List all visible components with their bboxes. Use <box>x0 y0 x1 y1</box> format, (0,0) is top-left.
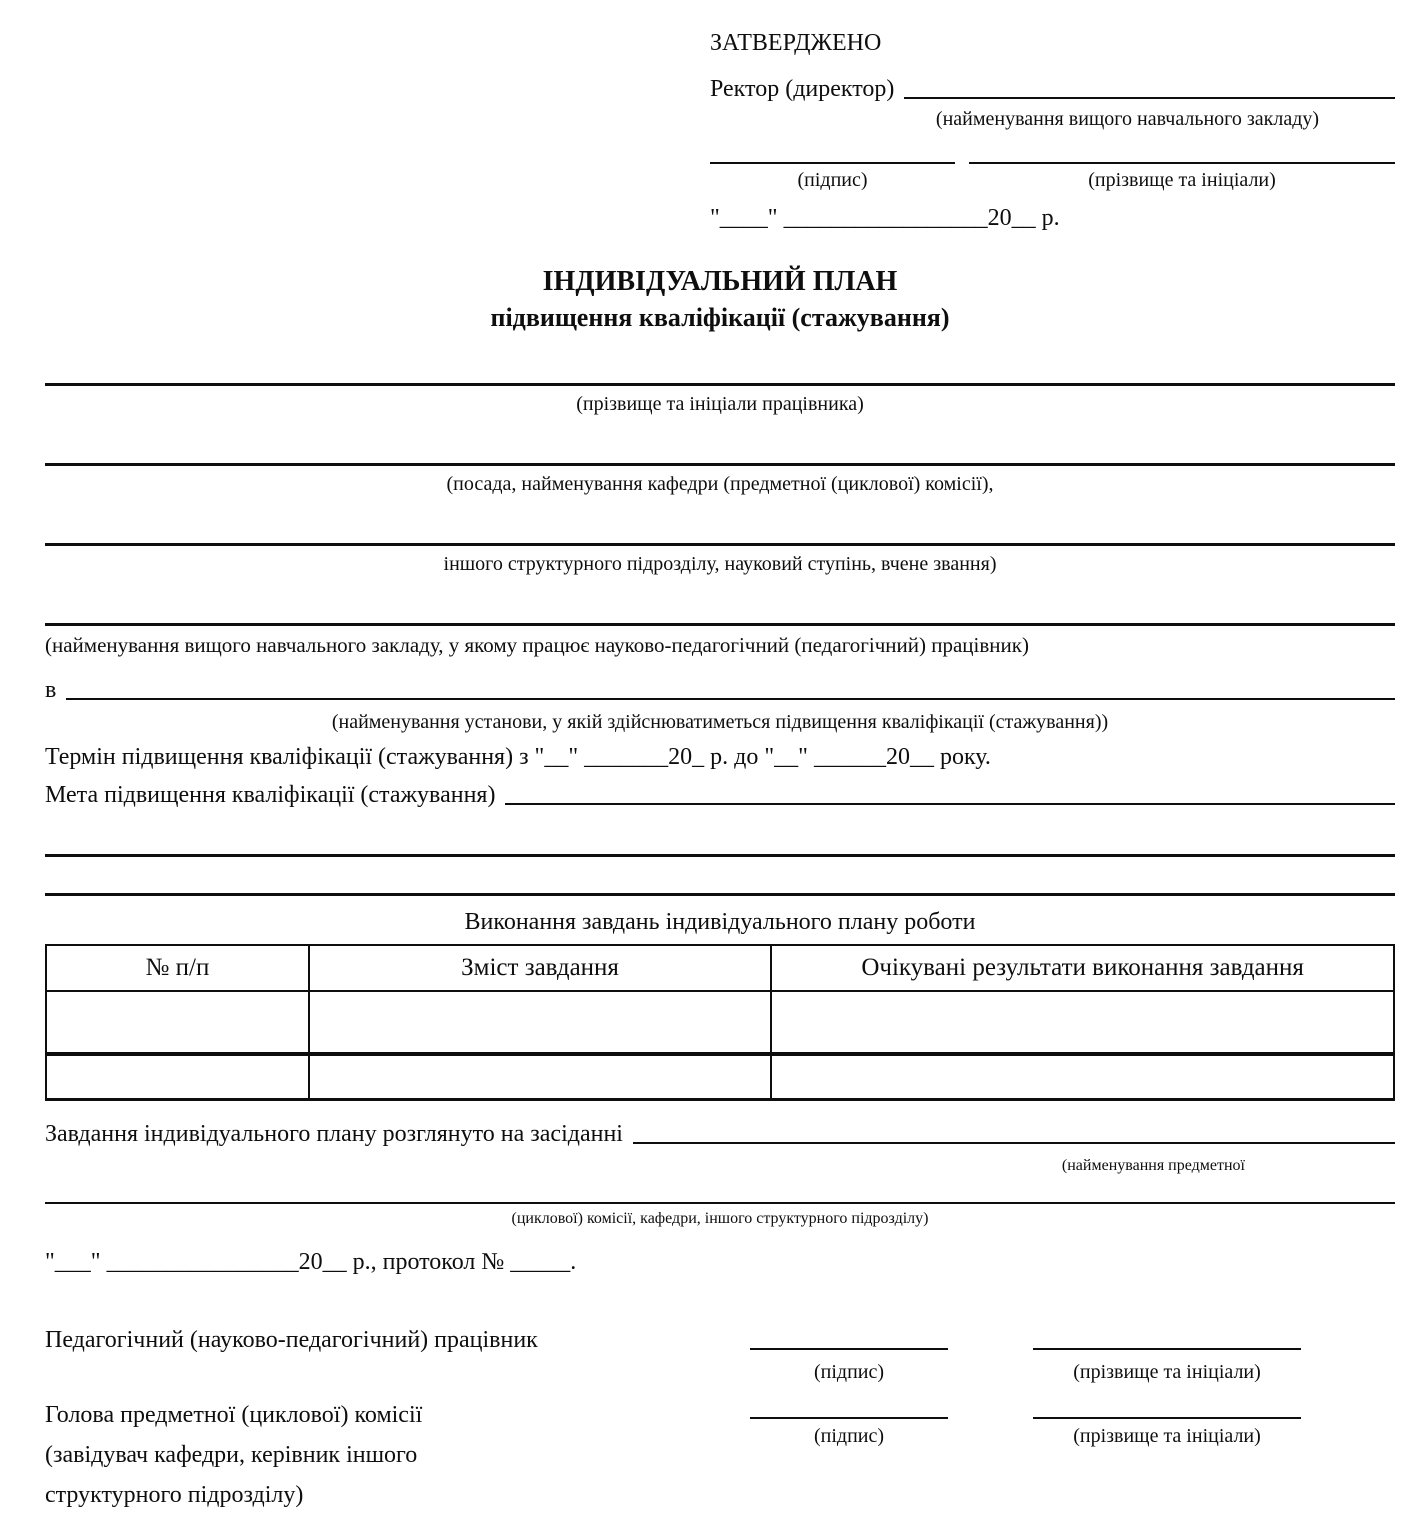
rector-line <box>710 72 1395 106</box>
table-cell <box>46 1054 309 1100</box>
position-caption: (посада, найменування кафедри (предметної (циклової) комісії), <box>446 473 994 495</box>
term-line: Термін підвищення кваліфікації (стажування) з "__" _______20_ р. до "__" ______20__ року. <box>45 744 991 770</box>
table-row <box>46 1054 1394 1100</box>
host-caption: (найменування установи, у якій здійснюватиметься підвищення кваліфікації (стажування)) <box>331 711 1109 733</box>
approval-block <box>710 26 1395 235</box>
approval-institution-caption: (найменування вищого навчального закладу) <box>935 108 1320 130</box>
worker-signature-blank-line <box>750 1348 948 1350</box>
review-blank-line <box>633 1142 1395 1144</box>
name-caption: (прізвище та ініціали) <box>1073 1425 1261 1447</box>
employee-caption: (прізвище та ініціали працівника) <box>576 393 864 415</box>
in-label: в <box>45 677 57 703</box>
head-signature-blank-line <box>750 1417 948 1419</box>
line-gap <box>948 1359 1033 1385</box>
review-caption-2: (циклової) комісії, кафедри, іншого структурного підрозділу) <box>511 1210 929 1227</box>
host-blank-line <box>66 698 1395 700</box>
goal-extra-blank-line-2 <box>45 893 1395 896</box>
document-title <box>45 263 1395 335</box>
tasks-table <box>45 944 1395 1101</box>
spacer <box>45 1359 750 1385</box>
goal-blank-line <box>505 803 1395 805</box>
approved-label: ЗАТВЕРДЖЕНО <box>710 30 882 56</box>
signature-blank-line <box>710 162 955 164</box>
position-blank-line <box>45 463 1395 466</box>
table-header-results: Очікувані результати виконання завдання <box>771 945 1394 991</box>
head-label-line-2: (завідувач кафедри, керівник іншого <box>45 1442 418 1468</box>
worker-signature-row <box>45 1323 1395 1357</box>
department-caption: іншого структурного підрозділу, науковий ступінь, вчене звання) <box>443 553 997 575</box>
head-label-line-3: структурного підрозділу) <box>45 1482 304 1508</box>
goal-extra-blank-line-1 <box>45 854 1395 857</box>
name-caption: (прізвище та ініціали) <box>1073 1361 1261 1383</box>
table-cell <box>771 991 1394 1054</box>
table-cell <box>46 991 309 1054</box>
review-line <box>45 1117 1395 1151</box>
rector-blank-line <box>904 97 1395 99</box>
line-gap <box>955 162 969 164</box>
goal-line <box>45 778 1395 812</box>
goal-label: Мета підвищення кваліфікації (стажування) <box>45 782 496 808</box>
worker-label: Педагогічний (науково-педагогічний) працівник <box>45 1327 538 1353</box>
table-row <box>46 991 1394 1054</box>
approval-date-line: "____" _________________20__ р. <box>710 205 1060 231</box>
review-caption-1: (найменування предметної <box>1061 1157 1245 1174</box>
head-name-column <box>1033 1395 1301 1449</box>
title-line-2: підвищення кваліфікації (стажування) <box>490 303 950 332</box>
spacer <box>1301 1359 1395 1385</box>
institution-blank-line <box>45 623 1395 626</box>
review-label: Завдання індивідуального плану розглянуто на засіданні <box>45 1121 623 1147</box>
head-label <box>45 1395 750 1515</box>
review-extra-blank-line <box>45 1202 1395 1204</box>
table-cell <box>309 1054 771 1100</box>
head-signature-column <box>750 1395 948 1449</box>
name-blank-line <box>969 162 1395 164</box>
table-header-row <box>46 945 1394 991</box>
table-header-task: Зміст завдання <box>309 945 771 991</box>
name-caption: (прізвище та ініціали) <box>1088 169 1276 191</box>
employee-blank-line <box>45 383 1395 386</box>
head-signature-row <box>45 1395 1395 1515</box>
head-label-line-1: Голова предметної (циклової) комісії <box>45 1402 423 1428</box>
title-line-1: ІНДИВІДУАЛЬНИЙ ПЛАН <box>542 266 898 297</box>
approval-signature-captions <box>710 167 1395 193</box>
department-blank-line <box>45 543 1395 546</box>
head-name-blank-line <box>1033 1417 1301 1419</box>
rector-label: Ректор (директор) <box>710 76 895 102</box>
table-header-number: № п/п <box>46 945 309 991</box>
protocol-line: "___" ________________20__ р., протокол № _____. <box>45 1249 577 1275</box>
signature-caption: (підпис) <box>813 1361 885 1383</box>
signature-caption: (підпис) <box>797 169 868 191</box>
table-cell <box>309 991 771 1054</box>
approval-signature-lines <box>710 162 1395 164</box>
signature-caption: (підпис) <box>813 1425 885 1447</box>
tasks-table-title: Виконання завдань індивідуального плану роботи <box>464 909 976 935</box>
worker-signature-captions <box>45 1359 1395 1385</box>
host-institution-line <box>45 673 1395 707</box>
line-gap <box>955 167 969 193</box>
institution-caption: (найменування вищого навчального закладу, у якому працює науково-педагогічний (педагогічний) працівник) <box>45 633 1029 657</box>
worker-name-blank-line <box>1033 1348 1301 1350</box>
table-cell <box>771 1054 1394 1100</box>
